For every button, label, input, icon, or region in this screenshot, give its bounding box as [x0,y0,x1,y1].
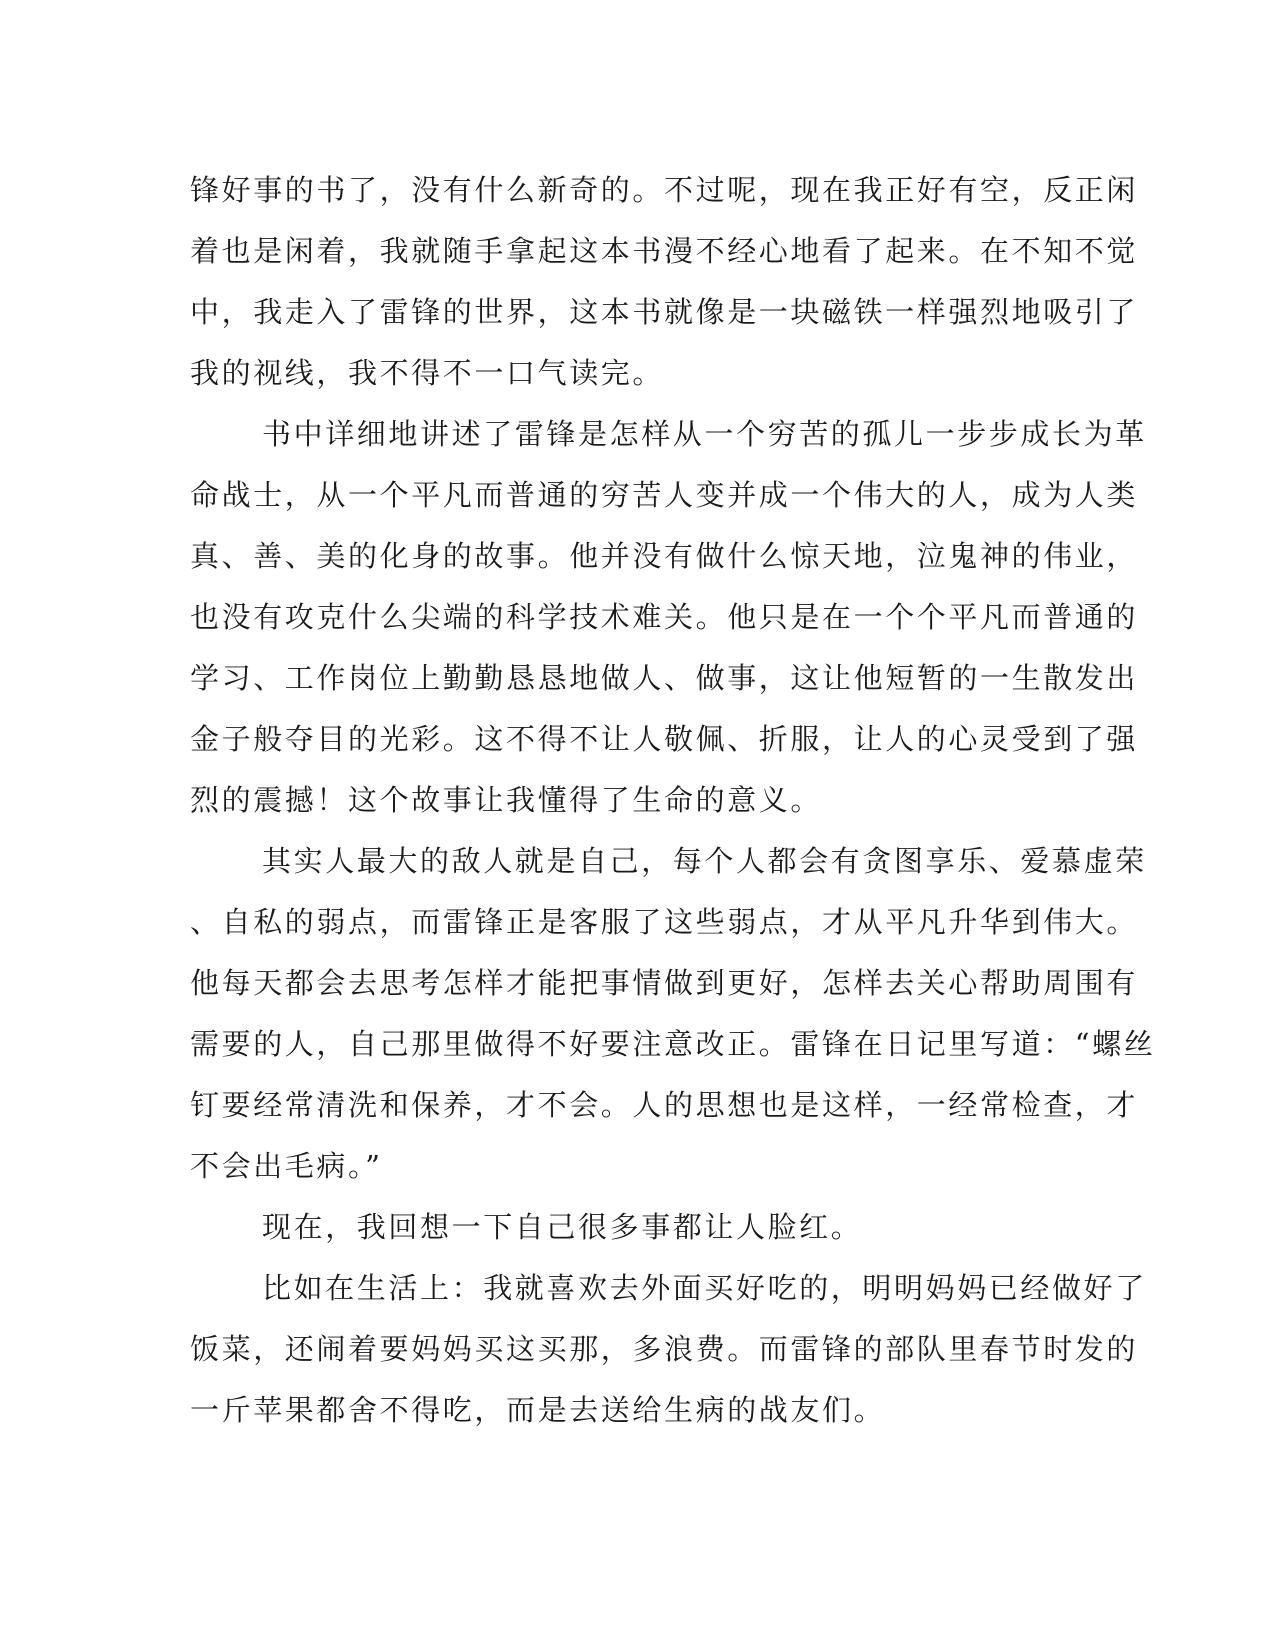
text-line: 我的视线，我不得不一口气读完。 [190,356,665,390]
text-line: 不会出毛病。” [190,1149,383,1183]
text-line: 、自私的弱点，而雷锋正是客服了这些弱点，才从平凡升华到伟大。 [190,905,1139,939]
text-line: 钉要经常清洗和保养，才不会。人的思想也是这样，一经常检查，才 [190,1088,1139,1122]
text-line: 金子般夺目的光彩。这不得不让人敬佩、折服，让人的心灵受到了强 [190,722,1139,756]
text-line: 一斤苹果都舍不得吃，而是去送给生病的战友们。 [190,1393,886,1427]
text-line: 中，我走入了雷锋的世界，这本书就像是一块磁铁一样强烈地吸引了 [190,295,1139,329]
paragraph-first-line: 其实人最大的敌人就是自己，每个人都会有贪图享乐、爱慕虚荣 [262,844,1147,878]
text-line: 烈的震撼！这个故事让我懂得了生命的意义。 [190,783,823,817]
body-text [190,160,1156,1441]
text-line: 真、善、美的化身的故事。他并没有做什么惊天地，泣鬼神的伟业， [190,539,1139,573]
paragraph-first-line: 比如在生活上：我就喜欢去外面买好吃的，明明妈妈已经做好了 [262,1271,1147,1305]
text-line: 着也是闲着，我就随手拿起这本书漫不经心地看了起来。在不知不觉 [190,234,1139,268]
text-line: 他每天都会去思考怎样才能把事情做到更好，怎样去关心帮助周围有 [190,966,1139,1000]
text-line: 饭菜，还闹着要妈妈买这买那，多浪费。而雷锋的部队里春节时发的 [190,1332,1139,1366]
text-line: 也没有攻克什么尖端的科学技术难关。他只是在一个个平凡而普通的 [190,600,1139,634]
text-line: 命战士，从一个平凡而普通的穷苦人变并成一个伟大的人，成为人类 [190,478,1139,512]
text-line: 需要的人，自己那里做得不好要注意改正。雷锋在日记里写道：“螺丝 [190,1027,1156,1061]
text-line: 锋好事的书了，没有什么新奇的。不过呢，现在我正好有空，反正闲 [190,173,1139,207]
paragraph-first-line: 现在，我回想一下自己很多事都让人脸红。 [262,1210,863,1244]
paragraph-first-line: 书中详细地讲述了雷锋是怎样从一个穷苦的孤儿一步步成长为革 [262,417,1147,451]
text-line: 学习、工作岗位上勤勤恳恳地做人、做事，这让他短暂的一生散发出 [190,661,1139,695]
